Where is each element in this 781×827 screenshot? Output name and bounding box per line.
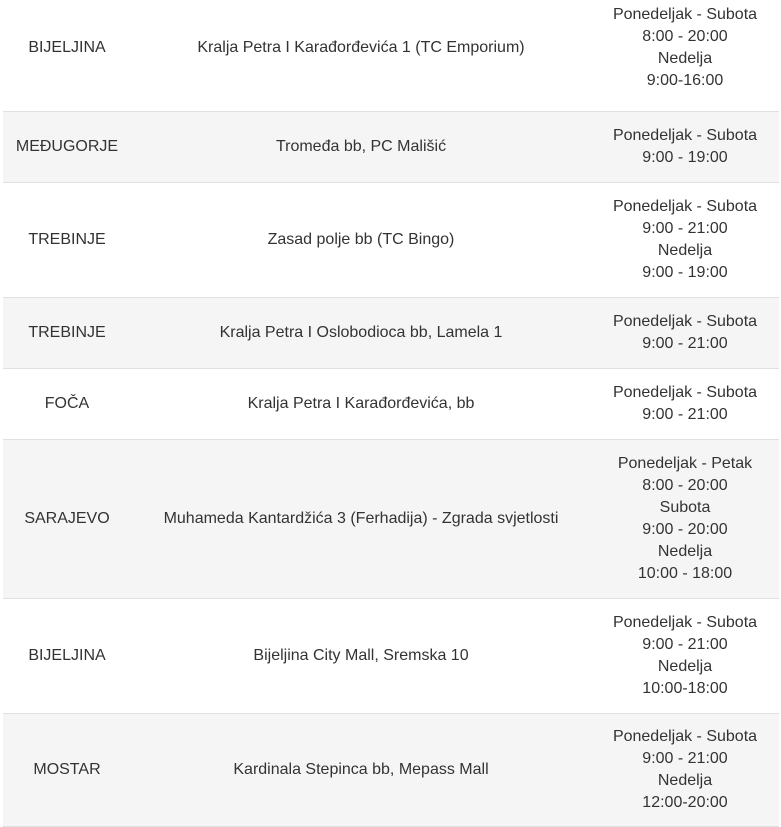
store-city: SARAJEVO [24, 509, 110, 527]
hours-line: 9:00-16:00 [646, 72, 724, 90]
hours-line: 9:00 - 21:00 [642, 219, 728, 237]
store-address: Bijeljina City Mall, Sremska 10 [253, 646, 469, 664]
hours-line: Ponedeljak - Subota [612, 312, 758, 330]
store-city: MOSTAR [33, 760, 101, 778]
hours-line: 10:00 - 18:00 [637, 564, 733, 582]
store-city: BIJELJINA [28, 39, 106, 57]
hours-line: 9:00 - 21:00 [642, 635, 728, 653]
hours-line: 9:00 - 21:00 [642, 749, 728, 767]
hours-line: Ponedeljak - Subota [612, 613, 758, 631]
hours-line: Ponedeljak - Subota [612, 197, 758, 215]
table-row [3, 111, 779, 182]
table-row [3, 439, 779, 598]
store-address: Kardinala Stepinca bb, Mepass Mall [233, 760, 489, 778]
hours-line: Ponedeljak - Petak [617, 454, 753, 472]
hours-line: 8:00 - 20:00 [642, 28, 728, 46]
hours-line: 9:00 - 21:00 [642, 405, 728, 423]
hours-line: Ponedeljak - Subota [612, 727, 758, 745]
table-row [3, 713, 779, 826]
hours-line: Nedelja [657, 50, 713, 68]
store-address: Muhameda Kantardžića 3 (Ferhadija) - Zgrada svjetlosti [163, 509, 559, 527]
store-hours [591, 297, 779, 368]
hours-line: Ponedeljak - Subota [612, 6, 758, 24]
store-address: Zasad polje bb (TC Bingo) [267, 230, 455, 248]
store-address: Tromeđa bb, PC Mališić [275, 137, 447, 155]
store-city: TREBINJE [28, 230, 106, 248]
table-row [3, 0, 779, 111]
store-hours [591, 182, 779, 297]
hours-line: Ponedeljak - Subota [612, 126, 758, 144]
hours-line: Ponedeljak - Subota [612, 383, 758, 401]
store-hours [591, 439, 779, 598]
store-hours [591, 111, 779, 182]
hours-line: 9:00 - 20:00 [642, 520, 728, 538]
store-city: MEĐUGORJE [15, 137, 119, 155]
store-hours [591, 713, 779, 826]
hours-line: 9:00 - 19:00 [642, 263, 728, 281]
store-city: TREBINJE [28, 323, 106, 341]
store-city: BIJELJINA [28, 646, 106, 664]
store-hours [591, 598, 779, 713]
hours-line: Nedelja [657, 657, 713, 675]
hours-line: 10:00-18:00 [642, 679, 728, 697]
table-row [3, 598, 779, 713]
table-row [3, 368, 779, 439]
store-hours [591, 368, 779, 439]
store-address: Kralja Petra I Karađorđevića, bb [247, 394, 475, 412]
hours-line: 9:00 - 19:00 [642, 148, 728, 166]
hours-line: 9:00 - 21:00 [642, 334, 728, 352]
hours-line: Subota [659, 498, 711, 516]
hours-line: 8:00 - 20:00 [642, 476, 728, 494]
store-address: Kralja Petra I Oslobodioca bb, Lamela 1 [219, 323, 503, 341]
hours-line: Nedelja [657, 542, 713, 560]
table-row [3, 297, 779, 368]
store-locations-table [3, 0, 779, 827]
store-city: FOČA [44, 394, 90, 412]
hours-line: Nedelja [657, 771, 713, 789]
store-hours [591, 0, 779, 111]
hours-line: Nedelja [657, 241, 713, 259]
table-row [3, 182, 779, 297]
hours-line: 12:00-20:00 [642, 793, 728, 811]
store-address: Kralja Petra I Karađorđevića 1 (TC Emporium) [197, 39, 525, 57]
